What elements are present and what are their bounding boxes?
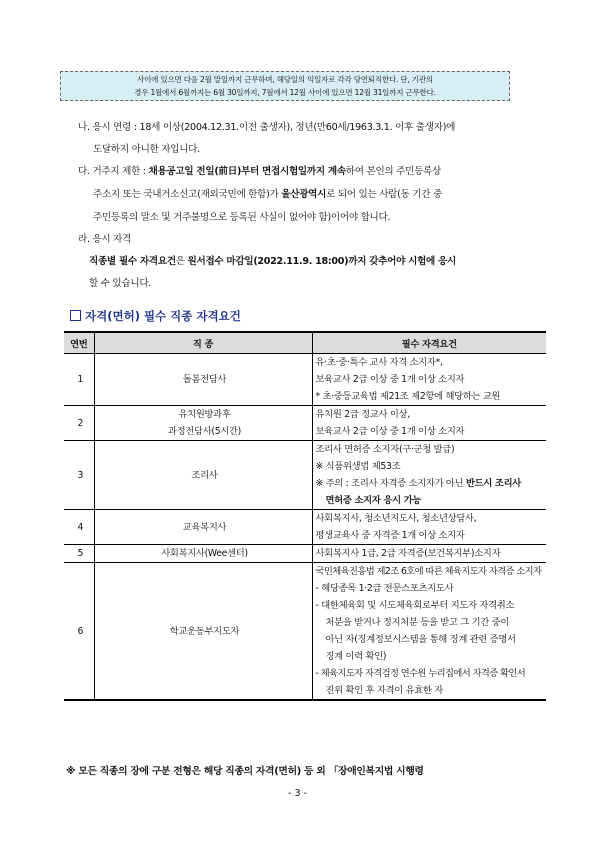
row-requirement <box>312 563 546 701</box>
residence-label: 다. 거주지 제한 : <box>78 166 149 177</box>
table-row <box>64 441 546 510</box>
row-no: 4 <box>64 510 94 545</box>
row-requirement <box>312 545 546 563</box>
req-line: ※ 식품위생법 제53조 <box>315 461 401 472</box>
header-job: 직 종 <box>94 332 312 354</box>
residence-text-3: 로 되어 있는 사람(동 기간 중 <box>326 189 442 200</box>
req-line: 조리사 면허증 소지자(구·군청 발급) <box>315 444 455 455</box>
requirements-table <box>64 331 546 701</box>
req-line: - 대한체육회 및 시도체육회로부터 지도자 자격취소 <box>315 600 515 611</box>
req-line <box>316 475 547 492</box>
req-warning-text: ※ 주의 : 조리사 자격증 소지자가 아닌 반드시 조리사 <box>315 478 521 489</box>
table-row <box>64 545 546 563</box>
residence-period: 채용공고일 전일(前日)부터 면접시험일까지 계속 <box>148 166 346 177</box>
req-line: 사회복지사, 청소년지도사, 청소년상담사, <box>315 513 477 524</box>
req-line: * 초·중등교육법 제21조 제2항에 해당하는 교원 <box>315 391 501 402</box>
req-line: 징계 이력 확인) <box>325 651 387 662</box>
page-number: - 3 - <box>288 788 307 799</box>
notice-line-2: 경우 1월에서 6월까지는 6월 30일까지, 7월에서 12월 사이에 있으면 12월 31일까지 근무한다. <box>134 88 436 97</box>
row-no: 3 <box>64 441 94 510</box>
req-line: 유·초·중·특수 교사 자격 소지자*, <box>315 357 443 368</box>
age-line-1: 나. 응시 연령 : 18세 이상(2004.12.31.이전 출생자), 정년(만60세/1963.3.1. 이후 출생자)에 <box>78 122 456 133</box>
job-line: 유치원방과후 <box>178 409 231 420</box>
qualification-line-1 <box>89 255 456 269</box>
qualification-line-2: 할 수 있습니다. <box>89 278 152 289</box>
req-line: 보육교사 2급 이상 중 1개 이상 소지자 <box>315 374 465 385</box>
age-line-2: 도달하지 아니한 자입니다. <box>93 144 200 155</box>
row-no: 2 <box>64 406 94 441</box>
residence-line-3: 주민등록의 말소 및 거주불명으로 등록된 사실이 없어야 함)이어야 합니다. <box>93 212 391 223</box>
job-line: 교육복지사 <box>182 521 227 533</box>
req-line: 국민체육진흥법 제2조 6호에 따른 체육지도자 자격증 소지자 <box>315 566 542 577</box>
row-job <box>94 441 312 510</box>
residence-line-1 <box>78 165 441 179</box>
req-line: 진위 확인 후 자격이 유효한 자 <box>325 685 443 696</box>
row-no: 1 <box>64 354 94 406</box>
residence-text: 하여 본인의 주민등록상 <box>345 166 441 177</box>
job-line: 조리사 <box>191 469 218 481</box>
table-row <box>64 354 546 406</box>
notice-box <box>60 71 510 101</box>
row-requirement <box>312 441 546 510</box>
qualification-requirement: 직종별 필수 자격요건 <box>89 256 176 267</box>
req-line: - 체육지도자 자격검정 연수원 누리집에서 자격증 확인서 <box>315 668 526 679</box>
req-line: 처분을 받거나 정지처분 등을 받고 그 기간 중이 <box>325 617 510 628</box>
qualification-particle: 은 <box>175 256 188 267</box>
qualification-deadline: 원서접수 마감일(2022.11.9. 18:00)까지 갖추어야 시험에 응시 <box>187 256 456 267</box>
req-line: 아닌 자(징계정보시스템을 통해 징계 관련 증명서 <box>325 634 516 645</box>
header-no: 연번 <box>64 332 94 354</box>
job-line: 사회복지사(Wee센터) <box>161 548 248 559</box>
header-requirement: 필수 자격요건 <box>312 332 546 354</box>
req-line: 유치원 2급 정교사 이상, <box>315 409 410 420</box>
row-job <box>94 354 312 406</box>
table-row <box>64 510 546 545</box>
row-no: 6 <box>64 563 94 701</box>
req-line: 보육교사 2급 이상 중 1개 이상 소지자 <box>315 426 465 437</box>
residence-text-2: 주소지 또는 국내거소신고(재외국민에 한함)가 <box>93 189 282 200</box>
table-header-row <box>64 332 546 354</box>
req-line: 사회복지사 1급, 2급 자격증(보건복지부)소지자 <box>315 548 501 559</box>
req-line: - 해당종목 1·2급 전문스포츠지도사 <box>315 583 454 594</box>
qualification-heading: 라. 응시 자격 <box>78 234 132 245</box>
row-requirement <box>312 354 546 406</box>
residence-line-2 <box>93 188 442 202</box>
residence-city: 울산광역시 <box>281 189 327 200</box>
row-requirement <box>312 406 546 441</box>
section-title-text: 자격(면허) 필수 직종 자격요건 <box>85 309 241 323</box>
req-line: 면허증 소지자 응시 가능 <box>325 495 422 506</box>
notice-line-1: 사이에 있으면 다음 2월 말일까지 근무하며, 해당일의 익일자로 각각 당연퇴직한다. 단, 기관의 <box>137 75 433 84</box>
req-line: 평생교육사 중 자격증 1개 이상 소지자 <box>315 530 465 541</box>
job-line: 학교운동부지도자 <box>169 625 240 637</box>
job-line: 과정전담사(5시간) <box>167 426 242 437</box>
table-row <box>64 406 546 441</box>
checkbox-square-icon <box>70 310 81 321</box>
row-no: 5 <box>64 545 94 563</box>
footer-note: ※ 모든 직종의 장에 구분 전형은 해당 직종의 자격(면허) 등 외 「장애인복지법 시행령 <box>66 766 424 777</box>
row-job <box>94 510 312 545</box>
row-job <box>94 406 312 441</box>
row-job <box>94 563 312 701</box>
row-job <box>94 545 312 563</box>
row-requirement <box>312 510 546 545</box>
job-line: 돌봄전담사 <box>182 374 227 385</box>
section-title <box>70 308 241 324</box>
table-row <box>64 563 546 701</box>
